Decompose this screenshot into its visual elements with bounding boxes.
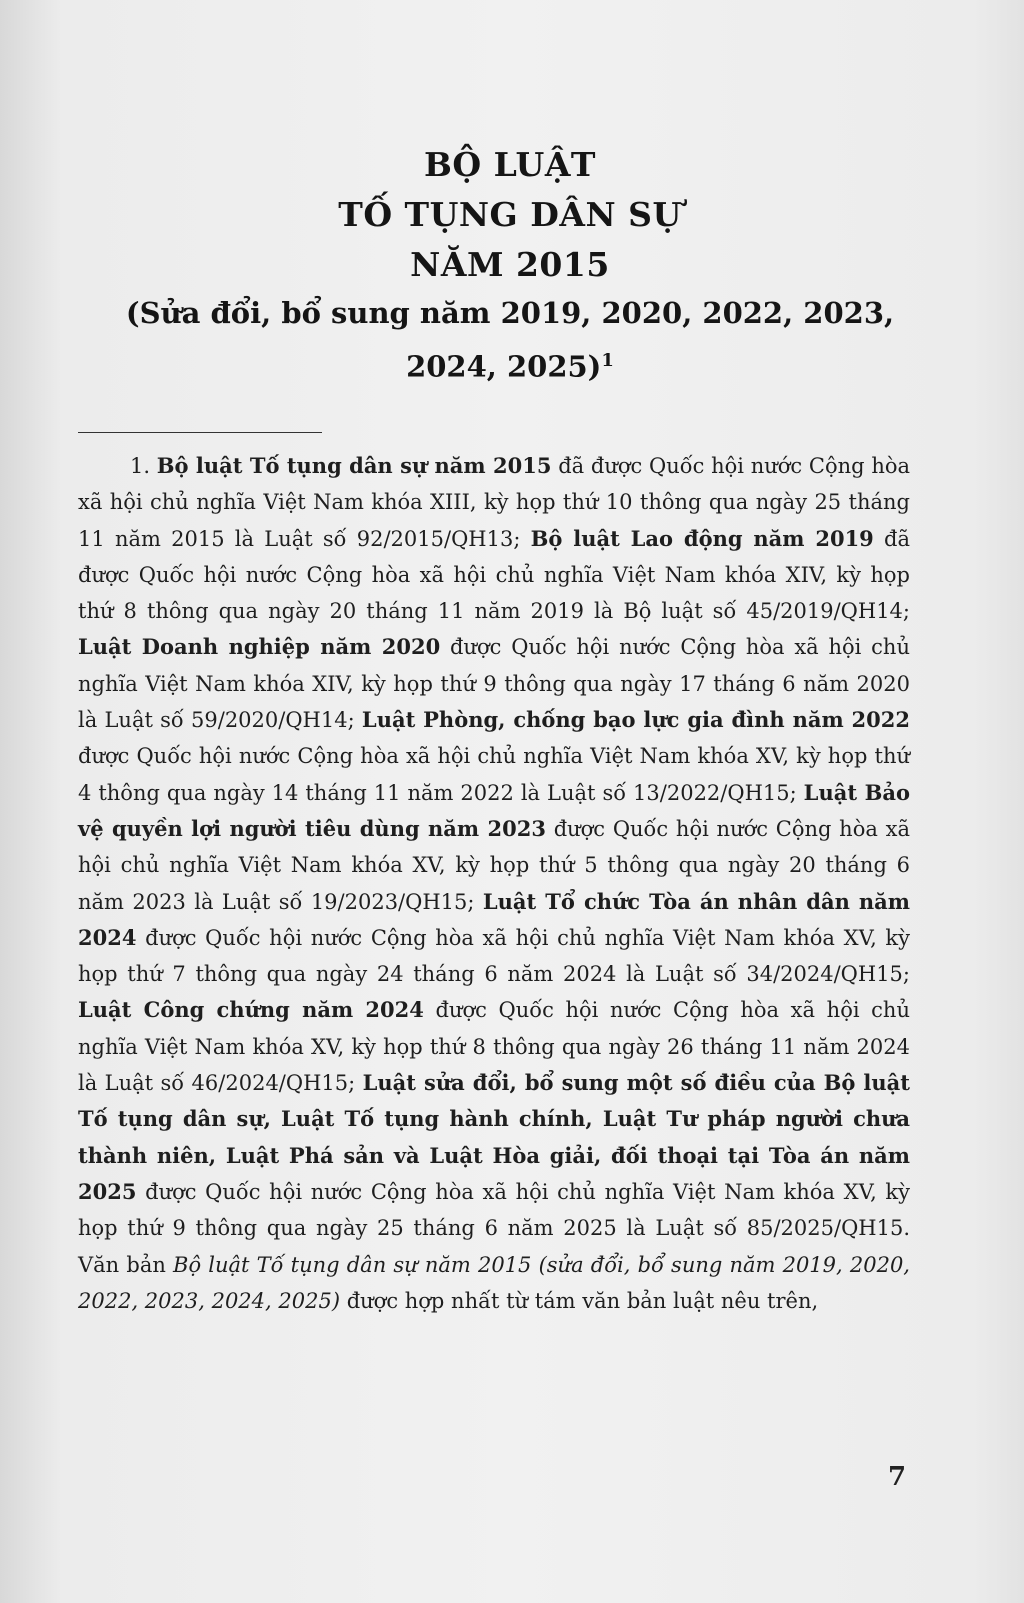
law-name: Bộ luật Lao động năm 2019 xyxy=(530,525,874,551)
footnote-run: được Quốc hội nước Cộng hòa xã hội chủ nghĩa Việt Nam khóa XV, kỳ họp thứ 5 thông qua ngày 20 tháng 6 năm 2023 là Luật số 19/2023/QH15; xyxy=(78,816,910,914)
law-name: Luật Bảo vệ quyền lợi người tiêu dùng năm 2023 xyxy=(78,779,910,841)
document-title-italic: Bộ luật Tố tụng dân sự năm 2015 (sửa đổi, bổ sung năm 2019, 2020, 2022, 2023, 2024, 2025) xyxy=(78,1252,910,1313)
footnote-run: đã được Quốc hội nước Cộng hòa xã hội chủ nghĩa Việt Nam khóa XIII, kỳ họp thứ 10 thông qua ngày 25 tháng 11 năm 2015 là Luật số 92/2015/QH13; xyxy=(78,454,911,551)
law-name: Luật sửa đổi, bổ sung một số điều của Bộ luật Tố tụng dân sự, Luật Tố tụng hành chính, Luật Tư pháp người chưa thành niên, Luật Phá sản và Luật Hòa giải, đối thoại tại Tòa án năm 2025 xyxy=(78,1070,910,1204)
law-name: Luật Công chứng năm 2024 xyxy=(78,997,424,1023)
footnote-run: được Quốc hội nước Cộng hòa xã hội chủ nghĩa Việt Nam khóa XV, kỳ họp thứ 4 thông qua ngày 14 tháng 11 năm 2022 là Luật số 13/2022/QH15; xyxy=(78,744,910,805)
footnote-run: được Quốc hội nước Cộng hòa xã hội chủ nghĩa Việt Nam khóa XIV, kỳ họp thứ 9 thông qua ngày 17 tháng 6 năm 2020 là Luật số 59/2020/QH14; xyxy=(78,635,910,733)
subtitle-years: 2024, 2025) xyxy=(406,349,602,384)
footnote-run: được Quốc hội nước Cộng hòa xã hội chủ nghĩa Việt Nam khóa XV, kỳ họp thứ 7 thông qua ngày 24 tháng 6 năm 2024 là Luật số 34/2024/QH15; xyxy=(78,925,910,987)
page-number: 7 xyxy=(888,1462,907,1492)
title-block xyxy=(70,140,950,391)
footnote-run: được Quốc hội nước Cộng hòa xã hội chủ nghĩa Việt Nam khóa XV, kỳ họp thứ 9 thông qua ngày 25 tháng 6 năm 2025 là Luật số 85/2025/QH15. Văn bản xyxy=(78,1179,910,1277)
footnote-separator xyxy=(78,432,322,433)
law-name: Luật Tổ chức Tòa án nhân dân năm 2024 xyxy=(78,888,910,950)
title-line: NĂM 2015 xyxy=(410,245,610,284)
footnote-run: được Quốc hội nước Cộng hòa xã hội chủ nghĩa Việt Nam khóa XV, kỳ họp thứ 8 thông qua ngày 26 tháng 11 năm 2024 là Luật số 46/2024/QH15; xyxy=(78,998,910,1096)
law-name: Luật Phòng, chống bạo lực gia đình năm 2022 xyxy=(361,707,910,733)
law-name: Bộ luật Tố tụng dân sự năm 2015 xyxy=(156,453,552,478)
footnote-run: 1. xyxy=(130,454,157,478)
footnote-reference-mark[interactable]: 1 xyxy=(601,350,614,371)
law-name: Luật Doanh nghiệp năm 2020 xyxy=(78,634,441,660)
footnote-text xyxy=(78,448,910,1319)
footnote-run: đã được Quốc hội nước Cộng hòa xã hội chủ nghĩa Việt Nam khóa XIV, kỳ họp thứ 8 thông qua ngày 20 tháng 11 năm 2019 là Bộ luật số 45/2019/QH14; xyxy=(78,526,910,624)
subtitle-line-2 xyxy=(70,337,950,391)
subtitle-line-1: (Sửa đổi, bổ sung năm 2019, 2020, 2022, 2023, xyxy=(125,296,895,330)
footnote-run: được hợp nhất từ tám văn bản luật nêu trên, xyxy=(340,1288,819,1313)
title-line: BỘ LUẬT xyxy=(424,145,596,184)
title-line: TỐ TỤNG DÂN SỰ xyxy=(338,195,682,234)
